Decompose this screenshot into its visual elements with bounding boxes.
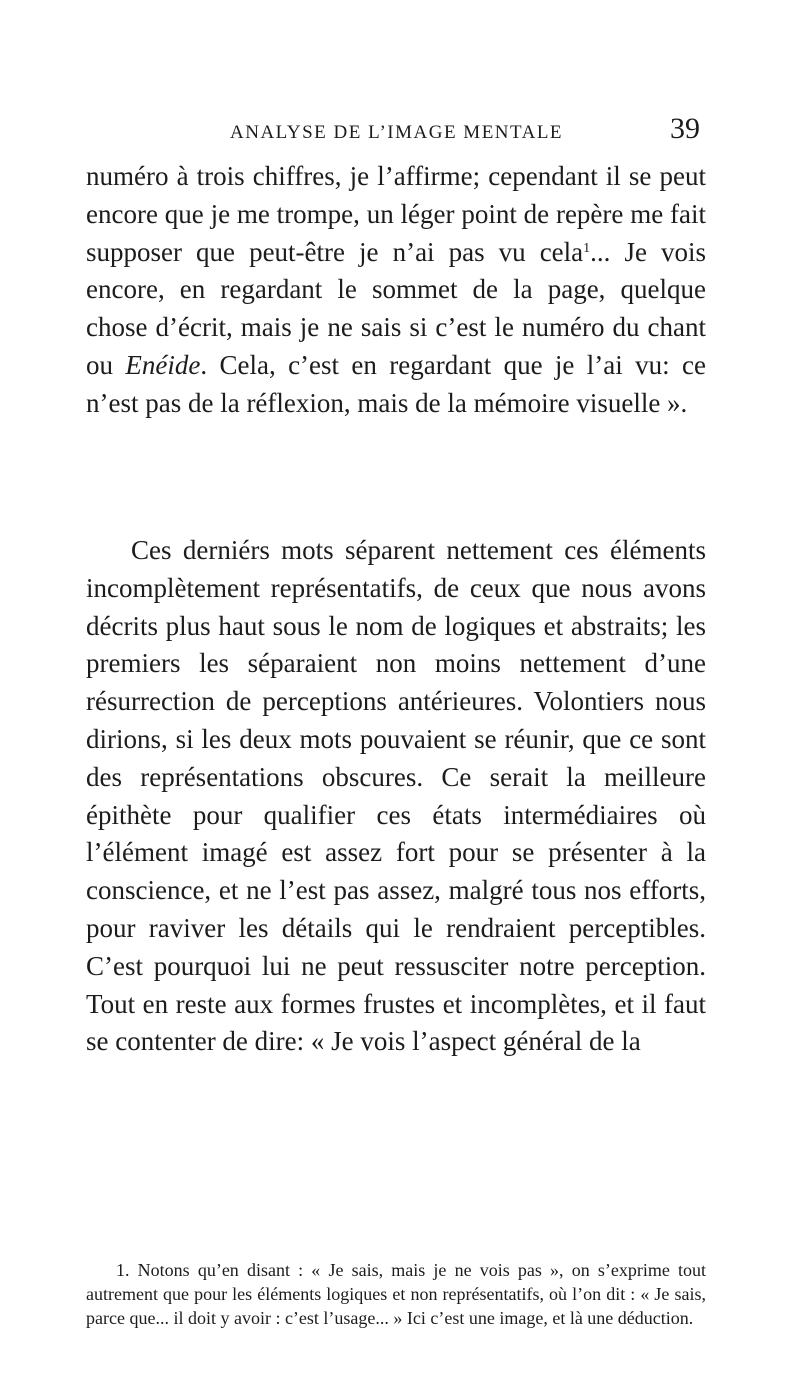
paragraph-1 [86,158,706,423]
paragraph-2 [86,532,706,1061]
page-number: 39 [670,112,700,145]
footnote-text: 1. Notons qu’en disant : « Je sais, mais je ne vois pas », on s’exprime tout autrement que pour les éléments logiques et non représentatifs, où l’on dit : « Je sais, parce que... il doit y avoir : c’est l’usage... » Ici c’est une image, et là une déduction. [86,1260,706,1328]
paragraph-1-part-b: ... Je vois encore, en regardant le sommet de la page, quelque chose d’écrit, mais je ne sais si c’est le numéro du chant ou [86,236,706,380]
paragraph-2-text: Ces derniérs mots séparent nettement ces éléments incomplètement représentatifs, de ceux que nous avons décrits plus haut sous le nom de logiques et abstraits; les premiers les séparaient non moins nettement d’une résurrection de perceptions antérieures. Volontiers nous dirions, si les deux mots pouvaient se réunir, que ce sont des représentations obscures. Ce serait la meilleure épithète pour qualifier ces états intermédiaires où l’élément imagé est assez fort pour se présenter à la conscience, et ne l’est pas assez, malgré tous nos efforts, pour raviver les détails qui le rendraient perceptibles. C’est pourquoi lui ne peut ressusciter notre perception. Tout en reste aux formes frustes et incomplètes, et il faut se contenter de dire: « Je vois l’aspect général de la [86,535,706,1057]
italic-title: Enéide [125,349,201,380]
footnote [86,1258,706,1330]
page-header [230,112,700,148]
paragraph-1-text [86,158,706,423]
paragraph-1-part-a: numéro à trois chiffres, je l’affirme; cependant il se peut encore que je me trompe, un léger point de repère me fait supposer que peut-être je n’ai pas vu cela [86,161,706,267]
paragraph-1-part-c: . Cela, c’est en regardant que je l’ai vu: ce n’est pas de la réflexion, mais de la mémoire visuelle ». [86,349,706,418]
running-head: ANALYSE DE L’IMAGE MENTALE [230,122,564,143]
footnote-reference: 1 [583,240,591,256]
